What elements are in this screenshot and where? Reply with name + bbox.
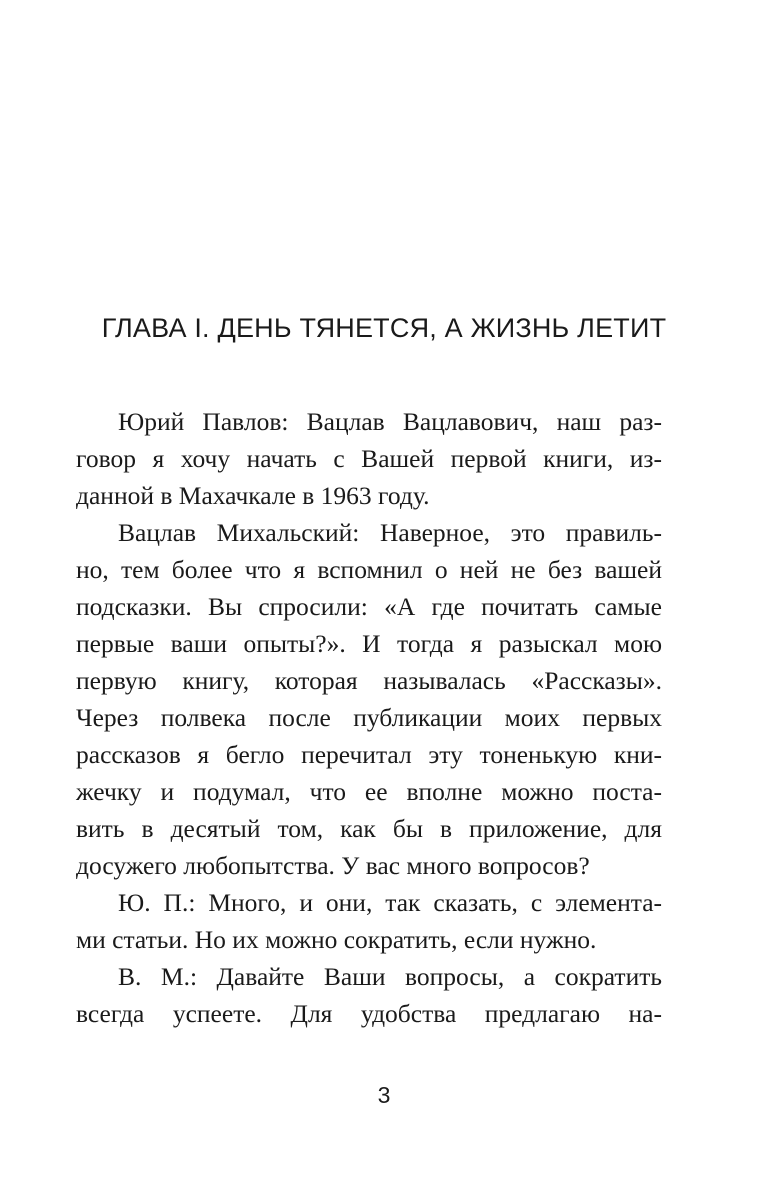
text-line: Через полвека после публикации моих первых	[76, 703, 662, 732]
text-line: данной в Махачкале в 1963 году.	[76, 481, 430, 510]
paragraph	[76, 403, 662, 514]
text-line: но, тем более что я вспомнил о ней не без вашей	[76, 555, 662, 584]
text-line: Вацлав Михальский: Наверное, это правиль-	[118, 518, 662, 547]
text-line: подсказки. Вы спросили: «А где почитать самые	[76, 592, 662, 621]
text-line: всегда успеете. Для удобства предлагаю на-	[76, 999, 662, 1028]
text-line: первые ваши опыты?». И тогда я разыскал мою	[76, 629, 662, 658]
text-line: Юрий Павлов: Вацлав Вацлавович, наш раз-	[118, 407, 662, 436]
text-line: ми статьи. Но их можно сократить, если нужно.	[76, 925, 597, 954]
text-line: жечку и подумал, что ее вполне можно поста-	[76, 777, 662, 806]
text-line: досужего любопытства. У вас много вопросов?	[76, 851, 590, 880]
paragraph	[76, 514, 662, 884]
text-line: рассказов я бегло перечитал эту тоненькую кни-	[76, 740, 662, 769]
body-text	[76, 403, 662, 1032]
paragraph	[76, 958, 662, 1032]
text-line: вить в десятый том, как бы в приложение, для	[76, 814, 662, 843]
text-line: первую книгу, которая называлась «Рассказы».	[76, 666, 662, 695]
page-number: 3	[377, 1082, 391, 1108]
paragraph	[76, 884, 662, 958]
chapter-title: ГЛАВА I. ДЕНЬ ТЯНЕТСЯ, А ЖИЗНЬ ЛЕТИТ	[101, 313, 667, 343]
text-line: говор я хочу начать с Вашей первой книги, из-	[76, 444, 662, 473]
text-line: В. М.: Давайте Ваши вопросы, а сократить	[118, 962, 662, 991]
text-line: Ю. П.: Много, и они, так сказать, с элемента-	[118, 888, 662, 917]
